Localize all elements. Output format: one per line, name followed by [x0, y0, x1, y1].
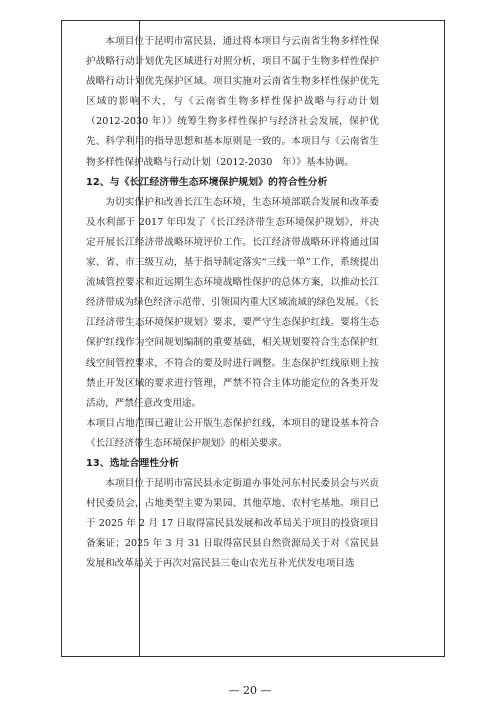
page-number: — 20 —: [228, 684, 272, 697]
document-body: [86, 32, 379, 575]
paragraph-yangtze-plan: 为切实保护和改善长江生态环境，生态环境部联合发展和改革委及水利部于 2017 年印发了《长江经济带生态环境保护规划》，并决定开展长江经济带战略环境评价工作。长江经济带战略环评将通过国家、省、市三级互动，基于指导制定落实“三线一单”工作，系统提出流域管控要求和近远期生态环境战略性保护的总体方案，以推动长江经济带成为绿色经济示范带、引领国内重大区域流域的绿色发展。《长江经济带生态环境保护规划》要求，要严守生态保护红线。要将生态保护红线作为空间规划编制的重要基础，相关规划要符合生态保护红线空间管控要求，不符合的要及时进行调整。生态保护红线原则上按禁止开发区域的要求进行管理，严禁不符合主体功能定位的各类开发活动，严禁任意改变用途。: [86, 196, 379, 409]
paragraph-biodiversity-conclusion: 本项目位于昆明市富民县，通过将本项目与云南省生物多样性保护战略行动计划优先区域进行对照分析，项目不属于生物多样性保护战略行动计划优先保护区域。项目实施对云南省生物多样性保护优先区域的影响不大，与《云南省生物多样性保护战略与行动计划（2012-2030 年）》统筹生物多样性保护与经济社会发展，保护优先、科学利用的指导思想和基本原则是一致的。本项目与《云南省生物多样性保护战略与行动计划（2012-2030 年）》基本协调。: [86, 36, 379, 168]
section-13-heading: 13、选址合理性分析: [86, 457, 180, 469]
paragraph-site-selection: 本项目位于昆明市富民县永定街道办事处河东村民委员会与兴贡村民委员会，占地类型主要为果园、其他草地、农村宅基地。项目已于 2025 年 2 月 17 日取得富民县发展和改革局关于项目的投资项目备案证；2025 年 3 月 31 日取得富民县自然资源局关于对《富民县发展和改革局关于再次对富民县三奄山农光互补光伏发电项目选: [86, 478, 379, 570]
paragraph-yangtze-conclusion: 本项目占地范围已避让公开版生态保护红线，本项目的建设基本符合《长江经济带生态环境保护规划》的相关要求。: [86, 417, 379, 449]
section-12-heading: 12、与《长江经济带生态环境保护规划》的符合性分析: [86, 176, 328, 188]
